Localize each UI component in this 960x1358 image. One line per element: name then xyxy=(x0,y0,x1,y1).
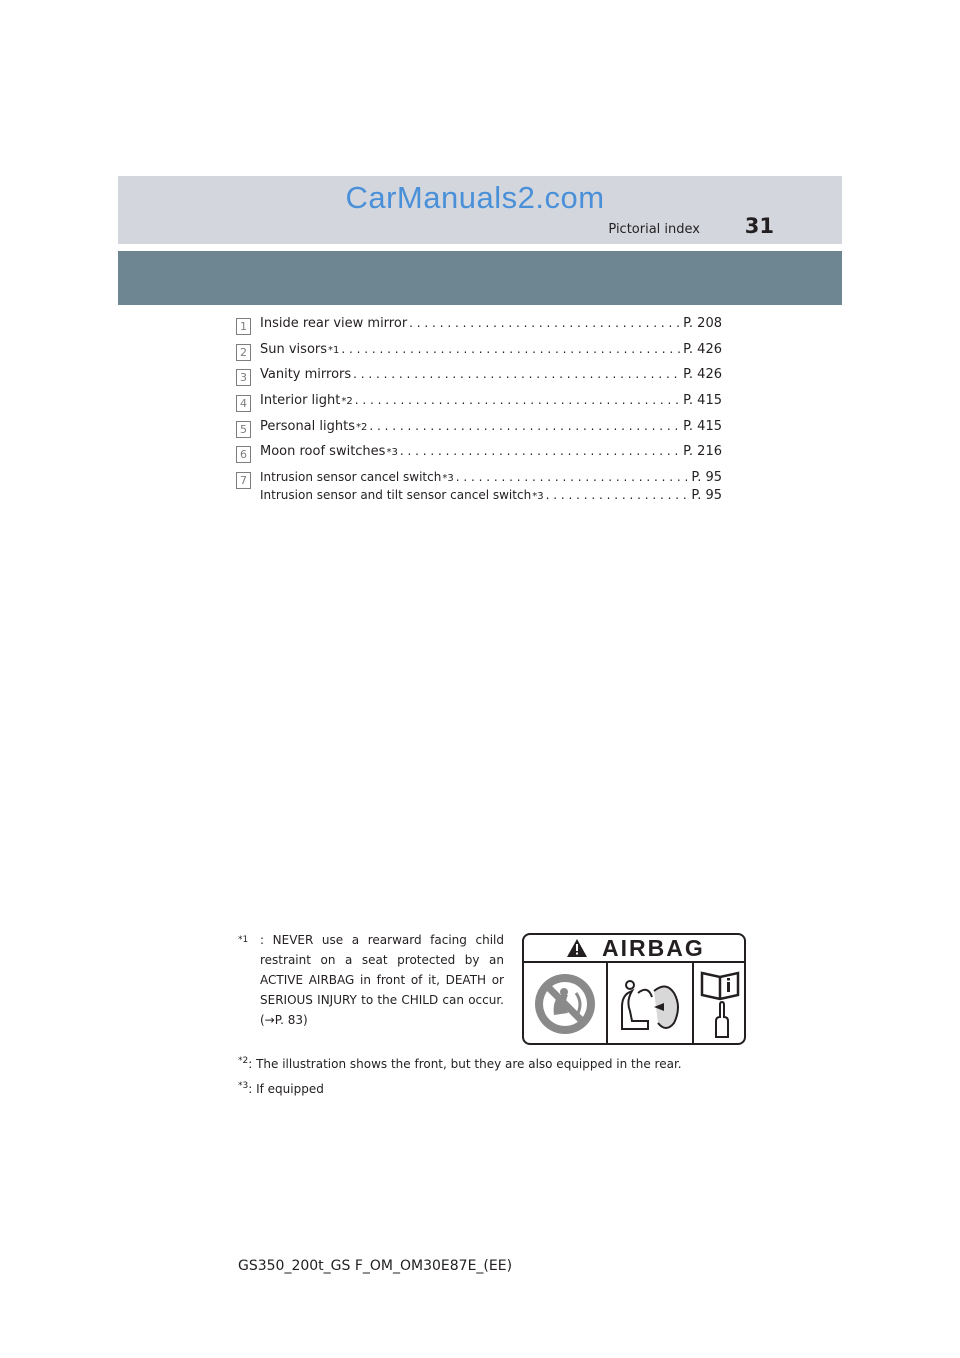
no-rear-facing-child-seat-icon xyxy=(524,963,606,1045)
item-label: Moon roof switches xyxy=(260,444,386,460)
read-manual-icon xyxy=(694,963,746,1045)
footnote-3 xyxy=(238,1081,324,1096)
dot-leader xyxy=(400,444,681,458)
page-reference-link[interactable]: P. 426 xyxy=(683,367,722,383)
page-reference-link[interactable]: P. 415 xyxy=(683,418,722,434)
list-item: 7 Intrusion sensor cancel switch *3 . . . P. 95 Intrusion sensor and tilt sensor cancel switch *3 . . . P. 95 xyxy=(236,470,722,514)
airbag-warning-label xyxy=(522,933,746,1045)
section-title: Pictorial index xyxy=(608,222,700,237)
prohibition-cell xyxy=(524,963,608,1045)
list-item xyxy=(236,316,722,342)
page-reference-link[interactable]: P. 208 xyxy=(683,316,722,331)
footnote-2 xyxy=(238,1056,682,1071)
item-number-badge: 3 xyxy=(236,369,251,386)
page-number: 31 xyxy=(744,214,774,238)
airbag-title: AIRBAG xyxy=(602,935,705,961)
page-header xyxy=(118,176,842,244)
list-item: 6 Moon roof switches *3 . . . P. 216 xyxy=(236,444,722,470)
item-label: Sun visors xyxy=(260,341,328,357)
item-label: Intrusion sensor cancel switch xyxy=(260,470,442,485)
page-reference-link[interactable]: P. 415 xyxy=(683,393,722,409)
footnote-1 xyxy=(238,930,504,1030)
item-label: Vanity mirrors xyxy=(260,367,352,383)
page-reference-link[interactable]: P. 426 xyxy=(683,341,722,357)
dot-leader xyxy=(353,367,681,381)
airbag-cell xyxy=(608,963,694,1045)
dot-leader xyxy=(355,393,681,407)
item-number-badge: 6 xyxy=(236,446,251,463)
item-number-badge: 1 xyxy=(236,318,251,335)
footnote-mark: *3 xyxy=(238,1081,249,1091)
page-reference-link[interactable]: P. 95 xyxy=(691,470,722,486)
footnote-text: : If equipped xyxy=(248,1082,324,1096)
page-reference-link[interactable]: P. 216 xyxy=(683,444,722,460)
footnote-mark: *2 xyxy=(238,1056,249,1066)
item-label: Inside rear view mirror xyxy=(260,316,408,331)
item-alt-label: Intrusion sensor and tilt sensor cancel switch xyxy=(260,488,532,503)
manual-cell xyxy=(694,963,746,1045)
footnote-mark: *1 xyxy=(238,935,249,945)
footnote-text: : NEVER use a rearward facing child restraint on a seat protected by an ACTIVE AIRBAG in front of it, DEATH or SERIOUS INJURY to the CHILD can occur. (→P. 83) xyxy=(260,933,504,1027)
list-item: 4 Interior light *2 . . . P. 415 xyxy=(236,393,722,419)
document-code: GS350_200t_GS F_OM_OM30E87E_(EE) xyxy=(238,1258,513,1274)
list-item xyxy=(236,367,722,393)
list-item: 2 Sun visors *1 . . . P. 426 xyxy=(236,342,722,368)
item-number-badge: 4 xyxy=(236,395,251,412)
list-item: 5 Personal lights *2 . . . P. 415 xyxy=(236,419,722,445)
airbag-deploy-icon xyxy=(608,963,692,1045)
item-number-badge: 2 xyxy=(236,344,251,361)
item-number-badge: 5 xyxy=(236,421,251,438)
item-label: Personal lights xyxy=(260,418,355,434)
page-reference-link[interactable]: P. 95 xyxy=(691,488,722,504)
section-band xyxy=(118,251,842,305)
footnote-text: : The illustration shows the front, but they are also equipped in the rear. xyxy=(248,1057,682,1071)
warning-triangle-icon xyxy=(566,938,588,958)
dot-leader xyxy=(456,470,690,484)
item-label: Interior light xyxy=(260,393,341,409)
index-list xyxy=(236,316,722,514)
dot-leader xyxy=(546,488,690,502)
dot-leader xyxy=(341,342,681,356)
dot-leader xyxy=(369,419,681,433)
dot-leader xyxy=(409,316,681,330)
watermark: CarManuals2.com xyxy=(345,180,605,215)
item-number-badge: 7 xyxy=(236,472,251,489)
